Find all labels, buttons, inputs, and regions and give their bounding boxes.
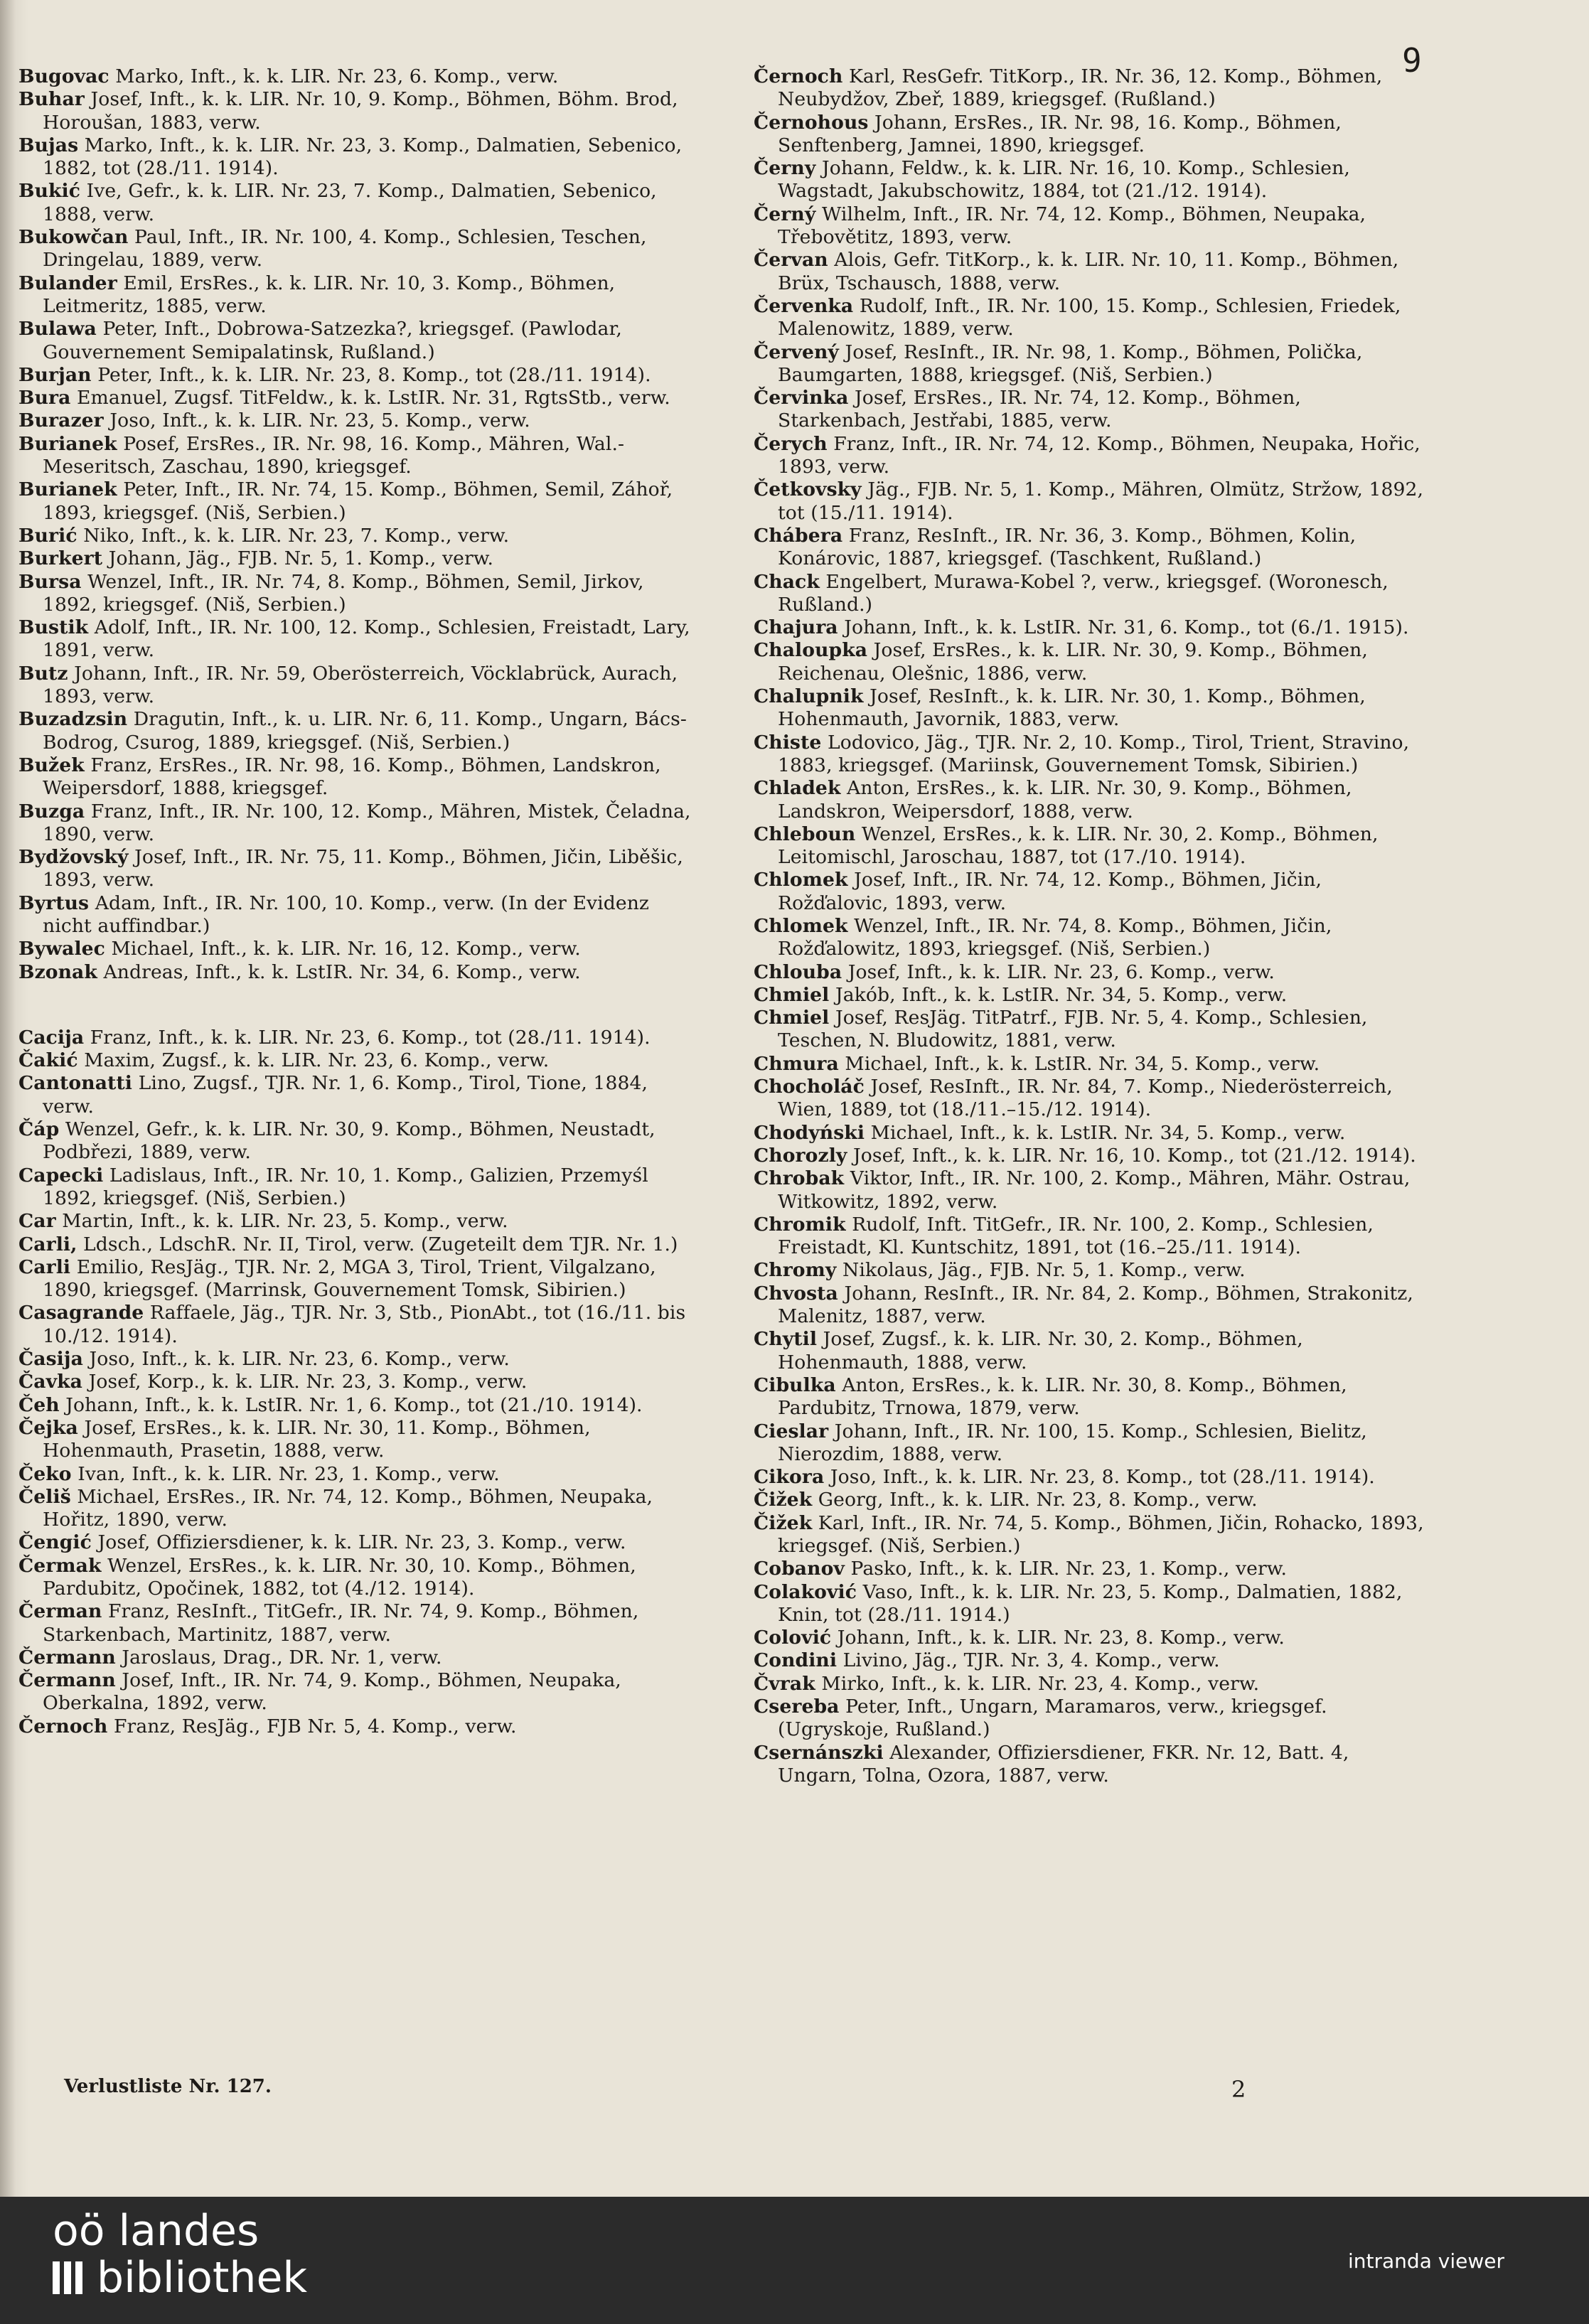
entry-surname: Chleboun xyxy=(754,823,856,845)
entry-details: Maxim, Zugsf., k. k. LIR. Nr. 23, 6. Komp., verw. xyxy=(84,1049,550,1072)
entry-details: Josef, ResInft., IR. Nr. 84, 7. Komp., Niederösterreich, Wien, 1889, tot (18./11.–15./12. 1914). xyxy=(778,1076,1393,1121)
entry-surname: Bujas xyxy=(18,134,79,156)
entry-details: Josef, Offiziersdiener, k. k. LIR. Nr. 23, 3. Komp., verw. xyxy=(97,1531,626,1554)
entry-surname: Cacija xyxy=(18,1026,85,1049)
casualty-entry xyxy=(754,777,1433,823)
entry-details: Emanuel, Zugsf. TitFeldw., k. k. LstIR. Nr. 31, RgtsStb., verw. xyxy=(77,387,670,409)
casualty-entry xyxy=(18,708,691,754)
entry-details: Jakób, Inft., k. k. LstIR. Nr. 34, 5. Komp., verw. xyxy=(835,983,1288,1006)
casualty-entry xyxy=(18,1233,691,1256)
entry-details: Wenzel, ErsRes., k. k. LIR. Nr. 30, 2. Komp., Böhmen, Leitomischl, Jaroschau, 1887, tot (17./10. 1914). xyxy=(778,823,1379,869)
casualty-entry xyxy=(754,1259,1433,1282)
casualty-entry xyxy=(18,961,691,984)
entry-surname: Čižek xyxy=(754,1511,813,1534)
entry-surname: Chodyński xyxy=(754,1121,865,1144)
casualty-entry xyxy=(754,1420,1433,1467)
casualty-entry xyxy=(754,1649,1433,1672)
casualty-entry xyxy=(18,1486,691,1532)
entry-surname: Chmura xyxy=(754,1052,839,1075)
entry-surname: Chlouba xyxy=(754,960,842,983)
entry-details: Paul, Inft., IR. Nr. 100, 4. Komp., Schlesien, Teschen, Dringelau, 1889, verw. xyxy=(43,226,647,272)
entry-details: Michael, ErsRes., IR. Nr. 74, 12. Komp., Böhmen, Neupaka, Hořitz, 1890, verw. xyxy=(43,1485,653,1531)
entry-surname: Chocholáč xyxy=(754,1076,865,1098)
entry-surname: Chack xyxy=(754,570,820,593)
entry-surname: Colaković xyxy=(754,1580,857,1603)
entry-surname: Cantonatti xyxy=(18,1072,132,1095)
casualty-entry xyxy=(18,364,691,387)
entry-surname: Buhar xyxy=(18,88,85,111)
entry-details: Michael, Inft., k. k. LstIR. Nr. 34, 5. Komp., verw. xyxy=(845,1052,1320,1075)
entry-details: Wilhelm, Inft., IR. Nr. 74, 12. Komp., Böhmen, Neupaka, Třebovětitz, 1893, verw. xyxy=(778,203,1366,249)
casualty-entry xyxy=(754,1122,1433,1145)
casualty-entry xyxy=(18,134,691,181)
entry-details: Josef, Inft., IR. Nr. 75, 11. Komp., Böhmen, Jičin, Liběšic, 1893, verw. xyxy=(43,846,683,891)
entry-details: Anton, ErsRes., k. k. LIR. Nr. 30, 8. Komp., Böhmen, Pardubitz, Trnowa, 1879, verw. xyxy=(778,1373,1347,1420)
entry-details: Johann, ErsRes., IR. Nr. 98, 16. Komp., Böhmen, Senftenberg, Jamnei, 1890, kriegsgef. xyxy=(778,111,1342,156)
entry-details: Johann, Inft., k. k. LstIR. Nr. 1, 6. Komp., tot (21./10. 1914). xyxy=(65,1393,643,1416)
entry-surname: Černý xyxy=(754,203,816,225)
entry-details: Raffaele, Jäg., TJR. Nr. 3, Stb., PionAbt., tot (16./11. bis 10./12. 1914). xyxy=(43,1302,686,1347)
entry-surname: Buzadzsin xyxy=(18,708,128,731)
entry-details: Dragutin, Inft., k. u. LIR. Nr. 6, 11. Komp., Ungarn, Bács-Bodrog, Csurog, 1889, kriegsgef. (Niš, Serbien.) xyxy=(43,708,687,754)
entry-surname: Čermak xyxy=(18,1554,102,1577)
entry-details: Josef, Inft., k. k. LIR. Nr. 16, 10. Komp., tot (21./12. 1914). xyxy=(853,1144,1416,1167)
casualty-entry xyxy=(754,869,1433,915)
entry-details: Franz, Inft., IR. Nr. 100, 12. Komp., Mähren, Mistek, Čeladna, 1890, verw. xyxy=(43,800,691,845)
entry-details: Johann, Inft., k. k. LstIR. Nr. 31, 6. Komp., tot (6./1. 1915). xyxy=(844,616,1409,639)
casualty-entry xyxy=(18,525,691,547)
casualty-entry xyxy=(18,1210,691,1233)
entry-details: Marko, Inft., k. k. LIR. Nr. 23, 6. Komp., verw. xyxy=(115,65,559,87)
entry-details: Wenzel, Inft., IR. Nr. 74, 8. Komp., Böhmen, Semil, Jirkov, 1892, kriegsgef. (Niš, Serbien.) xyxy=(43,570,644,616)
entry-surname: Cserebа xyxy=(754,1696,840,1718)
casualty-entry xyxy=(18,478,691,525)
logo-bars-icon xyxy=(53,2256,87,2303)
entry-surname: Cobanov xyxy=(754,1558,845,1580)
entry-surname: Butz xyxy=(18,662,68,685)
entry-surname: Chytil xyxy=(754,1328,818,1351)
entry-details: Joso, Inft., k. k. LIR. Nr. 23, 5. Komp., verw. xyxy=(109,409,530,432)
entry-details: Franz, ResInft., IR. Nr. 36, 3. Komp., Böhmen, Kolin, Konárovic, 1887, kriegsgef. (Taschkent, Rußland.) xyxy=(778,524,1357,570)
entry-surname: Cieslar xyxy=(754,1420,829,1442)
casualty-entry xyxy=(754,1696,1433,1742)
entry-details: Peter, Inft., k. k. LIR. Nr. 23, 8. Komp., tot (28./11. 1914). xyxy=(97,363,651,386)
entry-surname: Čeliš xyxy=(18,1485,71,1508)
entry-details: Ive, Gefr., k. k. LIR. Nr. 23, 7. Komp., Dalmatien, Sebenico, 1888, verw. xyxy=(43,180,657,225)
entry-details: Wenzel, ErsRes., k. k. LIR. Nr. 30, 10. Komp., Böhmen, Pardubitz, Opočinek, 1882, tot (4./12. 1914). xyxy=(43,1554,636,1600)
entry-details: Jäg., FJB. Nr. 5, 1. Komp., Mähren, Olmütz, Stržow, 1892, tot (15./11. 1914). xyxy=(778,478,1424,524)
entry-surname: Bzonak xyxy=(18,960,97,983)
entry-details: Johann, Inft., IR. Nr. 100, 15. Komp., Schlesien, Bielitz, Nierozdim, 1888, verw. xyxy=(778,1420,1367,1465)
entry-details: Josef, Inft., k. k. LIR. Nr. 10, 9. Komp., Böhmen, Böhm. Brod, Horoušan, 1883, verw. xyxy=(43,88,678,134)
entry-surname: Chmiel xyxy=(754,1007,830,1029)
casualty-entry xyxy=(18,663,691,709)
casualty-entry xyxy=(754,65,1433,112)
entry-details: Nikolaus, Jäg., FJB. Nr. 5, 1. Komp., verw. xyxy=(842,1259,1246,1282)
entry-surname: Čejka xyxy=(18,1416,78,1439)
entry-details: Joso, Inft., k. k. LIR. Nr. 23, 6. Komp., verw. xyxy=(89,1348,510,1371)
entry-surname: Chalupnik xyxy=(754,685,864,708)
entry-details: Karl, ResGefr. TitKorp., IR. Nr. 36, 12. Komp., Böhmen, Neubydžov, Zbeř, 1889, kriegsgef. (Rußland.) xyxy=(778,65,1383,111)
casualty-entry xyxy=(754,1627,1433,1649)
casualty-entry xyxy=(18,1463,691,1486)
entry-details: Ladislaus, Inft., IR. Nr. 10, 1. Komp., Galizien, Przemyśl 1892, kriegsgef. (Niš, Serbien.) xyxy=(43,1164,648,1209)
signature-mark: 2 xyxy=(1231,2076,1246,2103)
entry-surname: Burianek xyxy=(18,432,117,455)
entry-surname: Červenka xyxy=(754,294,854,317)
casualty-entry xyxy=(18,1669,691,1715)
casualty-entry xyxy=(754,616,1433,639)
casualty-entry xyxy=(754,525,1433,571)
library-logo[interactable] xyxy=(53,2207,307,2303)
entry-surname: Čeh xyxy=(18,1393,60,1416)
casualty-entry xyxy=(18,1164,691,1211)
entry-surname: Čermann xyxy=(18,1646,116,1669)
casualty-entry xyxy=(754,1742,1433,1788)
entry-details: Peter, Inft., Ungarn, Maramaros, verw., kriegsgef. (Ugryskoje, Rußland.) xyxy=(778,1696,1327,1741)
casualty-entry xyxy=(18,1371,691,1393)
casualty-entry xyxy=(754,1283,1433,1329)
entry-surname: Černy xyxy=(754,157,816,180)
right-column xyxy=(754,65,1433,1787)
entry-details: Johann, Jäg., FJB. Nr. 5, 1. Komp., verw. xyxy=(108,547,494,570)
casualty-entry xyxy=(754,571,1433,617)
casualty-entry xyxy=(754,1007,1433,1053)
entry-surname: Chaloupka xyxy=(754,639,868,662)
entry-surname: Chmiel xyxy=(754,983,830,1006)
entry-surname: Bulander xyxy=(18,272,117,294)
entry-surname: Čeko xyxy=(18,1462,72,1485)
casualty-entry xyxy=(754,915,1433,961)
entry-details: Josef, ErsRes., k. k. LIR. Nr. 30, 9. Komp., Böhmen, Reichenau, Olešnic, 1886, verw. xyxy=(778,639,1368,685)
entry-details: Johann, Inft., k. k. LIR. Nr. 23, 8. Komp., verw. xyxy=(837,1627,1285,1649)
entry-surname: Čvrak xyxy=(754,1672,815,1695)
casualty-entry xyxy=(754,433,1433,479)
entry-surname: Burjan xyxy=(18,363,92,386)
entry-details: Rudolf, Inft. TitGefr., IR. Nr. 100, 2. Komp., Schlesien, Freistadt, Kl. Kuntschitz, 1891, tot (16.–25./11. 1914). xyxy=(778,1213,1374,1259)
casualty-entry xyxy=(18,387,691,409)
casualty-entry xyxy=(18,88,691,134)
casualty-entry xyxy=(754,203,1433,250)
casualty-entry xyxy=(754,984,1433,1007)
entry-details: Johann, ResInft., IR. Nr. 84, 2. Komp., Böhmen, Strakonitz, Malenitz, 1887, verw. xyxy=(778,1282,1413,1328)
logo-line-2: bibliothek xyxy=(97,2253,308,2303)
entry-surname: Condini xyxy=(754,1649,838,1672)
casualty-entry xyxy=(754,1374,1433,1420)
casualty-entry xyxy=(754,1076,1433,1122)
entry-surname: Byrtus xyxy=(18,891,90,914)
casualty-entry xyxy=(754,341,1433,387)
entry-surname: Červinka xyxy=(754,387,849,409)
entry-details: Peter, Inft., IR. Nr. 74, 15. Komp., Böhmen, Semil, Záhoř, 1893, kriegsgef. (Niš, Serbien.) xyxy=(43,478,673,524)
entry-surname: Cikora xyxy=(754,1466,825,1489)
casualty-entry xyxy=(18,1600,691,1646)
casualty-entry xyxy=(18,754,691,800)
casualty-entry xyxy=(754,478,1433,525)
casualty-entry xyxy=(754,1328,1433,1374)
entry-details: Marko, Inft., k. k. LIR. Nr. 23, 3. Komp., Dalmatien, Sebenico, 1882, tot (28./11. 1914). xyxy=(43,134,683,180)
entry-surname: Capecki xyxy=(18,1164,104,1187)
entry-details: Ivan, Inft., k. k. LIR. Nr. 23, 1. Komp., verw. xyxy=(77,1462,500,1485)
casualty-entry xyxy=(18,318,691,364)
casualty-entry xyxy=(754,639,1433,685)
entry-surname: Bukowčan xyxy=(18,226,129,249)
entry-details: Lino, Zugsf., TJR. Nr. 1, 6. Komp., Tirol, Tione, 1884, verw. xyxy=(43,1072,648,1118)
casualty-entry xyxy=(754,1512,1433,1558)
entry-details: Emilio, ResJäg., TJR. Nr. 2, MGA 3, Tirol, Trient, Vilgalzano, 1890, kriegsgef. (Marrinsk, Gouvernement Tomsk, Sibirien.) xyxy=(43,1255,656,1302)
entry-surname: Bydžovský xyxy=(18,846,129,869)
entry-surname: Burić xyxy=(18,524,77,547)
casualty-entry xyxy=(754,685,1433,732)
entry-surname: Carli, xyxy=(18,1233,77,1255)
casualty-entry xyxy=(754,1466,1433,1489)
entry-surname: Černoch xyxy=(754,65,843,87)
entry-details: Josef, Inft., IR. Nr. 74, 9. Komp., Böhmen, Neupaka, Oberkalna, 1892, verw. xyxy=(43,1669,621,1715)
entry-details: Viktor, Inft., IR. Nr. 100, 2. Komp., Mähren, Mähr. Ostrau, Witkowitz, 1892, verw. xyxy=(778,1167,1411,1213)
entry-details: Adolf, Inft., IR. Nr. 100, 12. Komp., Schlesien, Freistadt, Lary, 1891, verw. xyxy=(43,616,690,662)
entry-details: Niko, Inft., k. k. LIR. Nr. 23, 7. Komp., verw. xyxy=(83,524,510,547)
entry-surname: Bywalec xyxy=(18,938,105,960)
entry-details: Franz, Inft., IR. Nr. 74, 12. Komp., Böhmen, Neupaka, Hořic, 1893, verw. xyxy=(778,432,1421,478)
entry-surname: Chiste xyxy=(754,731,822,754)
entry-details: Wenzel, Inft., IR. Nr. 74, 8. Komp., Böhmen, Jičin, Rožďalowitz, 1893, kriegsgef. (Niš, Serbien.) xyxy=(778,914,1332,960)
casualty-entry xyxy=(18,1072,691,1118)
casualty-entry xyxy=(18,1348,691,1371)
entry-details: Livino, Jäg., TJR. Nr. 3, 4. Komp., verw. xyxy=(842,1649,1220,1672)
casualty-entry xyxy=(18,800,691,847)
casualty-entry xyxy=(754,157,1433,203)
entry-details: Georg, Inft., k. k. LIR. Nr. 23, 8. Komp., verw. xyxy=(818,1489,1258,1511)
entry-surname: Čerych xyxy=(754,432,828,455)
entry-surname: Car xyxy=(18,1210,56,1233)
logo-line-1: oö landes xyxy=(53,2206,260,2256)
casualty-entry xyxy=(754,1558,1433,1580)
entry-details: Josef, Korp., k. k. LIR. Nr. 23, 3. Komp., verw. xyxy=(88,1371,528,1393)
entry-surname: Chrobak xyxy=(754,1167,845,1190)
entry-details: Posef, ErsRes., IR. Nr. 98, 16. Komp., Mähren, Wal.-Meseritsch, Zaschau, 1890, kriegsgef. xyxy=(43,432,625,478)
casualty-entry xyxy=(18,1555,691,1601)
casualty-entry xyxy=(18,1049,691,1072)
entry-surname: Bugovac xyxy=(18,65,109,87)
entry-details: Johann, Feldw., k. k. LIR. Nr. 16, 10. Komp., Schlesien, Wagstadt, Jakubschowitz, 1884, tot (21./12. 1914). xyxy=(778,157,1350,203)
entry-surname: Černohous xyxy=(754,111,869,134)
casualty-entry xyxy=(754,249,1433,295)
casualty-entry xyxy=(18,1646,691,1669)
loss-list-number: Verlustliste Nr. 127. xyxy=(64,2076,272,2097)
entry-details: Josef, Inft., IR. Nr. 74, 12. Komp., Böhmen, Jičin, Rožďalovic, 1893, verw. xyxy=(778,869,1322,914)
entry-details: Michael, Inft., k. k. LIR. Nr. 16, 12. Komp., verw. xyxy=(111,938,581,960)
entry-details: Josef, ResInft., IR. Nr. 98, 1. Komp., Böhmen, Polička, Baumgarten, 1888, kriegsgef. (Niš, Serbien.) xyxy=(778,341,1363,386)
entry-details: Andreas, Inft., k. k. LstIR. Nr. 34, 6. Komp., verw. xyxy=(103,960,581,983)
casualty-entry xyxy=(754,1214,1433,1260)
entry-details: Michael, Inft., k. k. LstIR. Nr. 34, 5. Komp., verw. xyxy=(870,1121,1346,1144)
casualty-entry xyxy=(18,433,691,479)
entry-details: Wenzel, Gefr., k. k. LIR. Nr. 30, 9. Komp., Böhmen, Neustadt, Podbřezi, 1889, verw. xyxy=(43,1118,656,1164)
casualty-entry xyxy=(754,112,1433,158)
casualty-entry xyxy=(18,180,691,226)
entry-surname: Chvosta xyxy=(754,1282,838,1305)
casualty-entry xyxy=(18,1027,691,1049)
entry-surname: Červený xyxy=(754,341,839,363)
entry-details: Emil, ErsRes., k. k. LIR. Nr. 10, 3. Komp., Böhmen, Leitmeritz, 1885, verw. xyxy=(43,272,616,317)
casualty-entry xyxy=(754,295,1433,341)
entry-details: Johann, Inft., IR. Nr. 59, Oberösterreich, Vöcklabrück, Aurach, 1893, verw. xyxy=(43,662,678,708)
entry-details: Franz, Inft., k. k. LIR. Nr. 23, 6. Komp., tot (28./11. 1914). xyxy=(90,1026,651,1049)
entry-surname: Četkovsky xyxy=(754,478,862,501)
entry-surname: Buzga xyxy=(18,800,85,823)
casualty-entry xyxy=(754,1053,1433,1076)
casualty-entry xyxy=(754,1167,1433,1214)
entry-surname: Carli xyxy=(18,1255,71,1278)
entry-details: Pasko, Inft., k. k. LIR. Nr. 23, 1. Komp., verw. xyxy=(850,1558,1288,1580)
page-number: 9 xyxy=(1402,41,1422,80)
entry-surname: Chromik xyxy=(754,1213,846,1236)
entry-details: Peter, Inft., Dobrowa-Satzezka?, kriegsgef. (Pawlodar, Gouvernement Semipalatinsk, Rußland.) xyxy=(43,318,622,363)
casualty-entry xyxy=(18,616,691,663)
casualty-entry xyxy=(18,571,691,617)
casualty-entry xyxy=(18,1302,691,1348)
entry-details: Franz, ResJäg., FJB Nr. 5, 4. Komp., verw. xyxy=(113,1715,517,1737)
entry-surname: Čengić xyxy=(18,1531,92,1554)
casualty-entry xyxy=(754,1581,1433,1627)
casualty-entry xyxy=(754,823,1433,869)
casualty-entry xyxy=(18,272,691,318)
casualty-entry xyxy=(18,1394,691,1417)
casualty-entry xyxy=(18,1531,691,1554)
entry-details: Franz, ResInft., TitGefr., IR. Nr. 74, 9. Komp., Böhmen, Starkenbach, Martinitz, 1887, verw. xyxy=(43,1600,639,1646)
entry-surname: Bustik xyxy=(18,616,89,639)
entry-surname: Chlomek xyxy=(754,914,848,937)
entry-surname: Csernánszki xyxy=(754,1741,884,1764)
entry-details: Josef, ResJäg. TitPatrf., FJB. Nr. 5, 4. Komp., Schlesien, Teschen, N. Bludowitz, 1881, verw. xyxy=(778,1007,1368,1052)
entry-surname: Černoch xyxy=(18,1715,108,1737)
casualty-entry xyxy=(18,547,691,570)
entry-surname: Bulawa xyxy=(18,318,97,341)
casualty-entry xyxy=(754,961,1433,984)
entry-surname: Burianek xyxy=(18,478,117,501)
entry-details: Josef, Zugsf., k. k. LIR. Nr. 30, 2. Komp., Böhmen, Hohenmauth, 1888, verw. xyxy=(778,1328,1303,1373)
entry-details: Vaso, Inft., k. k. LIR. Nr. 23, 5. Komp., Dalmatien, 1882, Knin, tot (28./11. 1914.) xyxy=(778,1580,1403,1626)
casualty-entry xyxy=(18,226,691,272)
casualty-entry xyxy=(18,1118,691,1164)
entry-surname: Čavka xyxy=(18,1371,83,1393)
entry-surname: Bura xyxy=(18,387,71,409)
entry-surname: Cibulka xyxy=(754,1373,836,1396)
entry-details: Josef, ErsRes., IR. Nr. 74, 12. Komp., Böhmen, Starkenbach, Jestřabi, 1885, verw. xyxy=(778,387,1301,432)
entry-surname: Chladek xyxy=(754,777,841,800)
entry-details: Josef, ResInft., k. k. LIR. Nr. 30, 1. Komp., Böhmen, Hohenmauth, Javornik, 1883, verw. xyxy=(778,685,1366,731)
entry-surname: Bukić xyxy=(18,180,81,203)
casualty-entry xyxy=(18,938,691,960)
entry-surname: Casagrande xyxy=(18,1302,144,1324)
section-spacer xyxy=(18,984,691,1027)
entry-surname: Burazer xyxy=(18,409,104,432)
casualty-entry xyxy=(18,892,691,938)
left-column xyxy=(18,65,691,1738)
entry-details: Mirko, Inft., k. k. LIR. Nr. 23, 4. Komp., verw. xyxy=(821,1672,1260,1695)
entry-surname: Burkert xyxy=(18,547,103,570)
entry-details: Anton, ErsRes., k. k. LIR. Nr. 30, 9. Komp., Böhmen, Landskron, Weipersdorf, 1888, verw. xyxy=(778,777,1352,823)
entry-surname: Časija xyxy=(18,1348,83,1371)
casualty-entry xyxy=(754,387,1433,433)
entry-surname: Bužek xyxy=(18,754,85,776)
entry-surname: Bursa xyxy=(18,570,82,593)
casualty-entry xyxy=(18,1417,691,1463)
casualty-entry xyxy=(18,409,691,432)
entry-details: Engelbert, Murawa-Kobel ?, verw., kriegsgef. (Woronesch, Rußland.) xyxy=(778,570,1389,616)
entry-surname: Chromy xyxy=(754,1259,837,1282)
entry-details: Jaroslaus, Drag., DR. Nr. 1, verw. xyxy=(122,1646,442,1669)
entry-surname: Colović xyxy=(754,1627,832,1649)
entry-details: Martin, Inft., k. k. LIR. Nr. 23, 5. Komp., verw. xyxy=(62,1210,508,1233)
entry-details: Karl, Inft., IR. Nr. 74, 5. Komp., Böhmen, Jičin, Rohacko, 1893, kriegsgef. (Niš, Serbien.) xyxy=(778,1511,1424,1557)
entry-surname: Chorozly xyxy=(754,1144,847,1167)
entry-details: Ldsch., LdschR. Nr. II, Tirol, verw. (Zugeteilt dem TJR. Nr. 1.) xyxy=(83,1233,678,1255)
casualty-entry xyxy=(18,1715,691,1738)
entry-surname: Čáp xyxy=(18,1118,60,1141)
entry-details: Josef, ErsRes., k. k. LIR. Nr. 30, 11. Komp., Böhmen, Hohenmauth, Prasetin, 1888, verw. xyxy=(43,1416,591,1462)
casualty-entry xyxy=(754,1489,1433,1511)
entry-details: Franz, ErsRes., IR. Nr. 98, 16. Komp., Böhmen, Landskron, Weipersdorf, 1888, kriegsgef. xyxy=(43,754,661,800)
entry-surname: Čižek xyxy=(754,1489,813,1511)
entry-surname: Čermann xyxy=(18,1669,116,1692)
entry-details: Joso, Inft., k. k. LIR. Nr. 23, 8. Komp., tot (28./11. 1914). xyxy=(830,1466,1375,1489)
casualty-entry xyxy=(18,65,691,88)
casualty-entry xyxy=(18,846,691,892)
entry-details: Josef, Inft., k. k. LIR. Nr. 23, 6. Komp., verw. xyxy=(847,960,1275,983)
viewer-label[interactable]: intranda viewer xyxy=(1348,2249,1504,2273)
entry-details: Alois, Gefr. TitKorp., k. k. LIR. Nr. 10, 11. Komp., Böhmen, Brüx, Tschausch, 1888, verw. xyxy=(778,249,1399,294)
entry-details: Lodovico, Jäg., TJR. Nr. 2, 10. Komp., Tirol, Trient, Stravino, 1883, kriegsgef. (Mariinsk, Gouvernement Tomsk, Sibirien.) xyxy=(778,731,1410,776)
entry-surname: Chajura xyxy=(754,616,838,639)
entry-surname: Červan xyxy=(754,249,828,272)
entry-surname: Chlomek xyxy=(754,869,848,891)
entry-surname: Čakić xyxy=(18,1049,78,1072)
entry-surname: Čerman xyxy=(18,1600,102,1623)
casualty-entry xyxy=(18,1256,691,1302)
casualty-entry xyxy=(754,1673,1433,1696)
casualty-entry xyxy=(754,1145,1433,1167)
entry-details: Adam, Inft., IR. Nr. 100, 10. Komp., verw. (In der Evidenz nicht auffindbar.) xyxy=(43,891,650,937)
entry-details: Rudolf, Inft., IR. Nr. 100, 15. Komp., Schlesien, Friedek, Malenowitz, 1889, verw. xyxy=(778,294,1401,341)
entry-details: Alexander, Offiziersdiener, FKR. Nr. 12, Batt. 4, Ungarn, Tolna, Ozora, 1887, verw. xyxy=(778,1741,1349,1787)
casualty-entry xyxy=(754,732,1433,778)
entry-surname: Chábera xyxy=(754,524,843,547)
